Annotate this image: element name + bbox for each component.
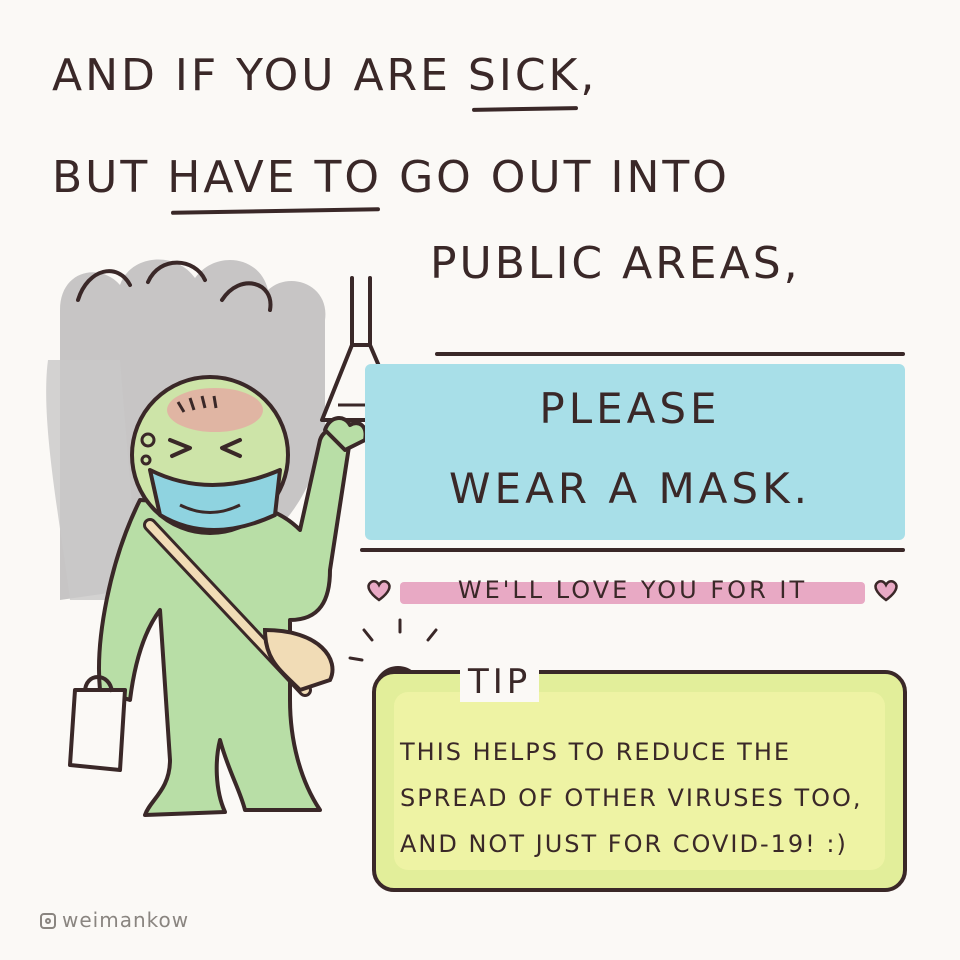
tip-box bbox=[372, 670, 907, 892]
headline-go-out: GO OUT INTO bbox=[399, 152, 730, 203]
mask-callout-line-1: PLEASE bbox=[539, 384, 721, 433]
mask-callout-line-2: WEAR A MASK. bbox=[449, 464, 811, 513]
headline-sick: SICK bbox=[467, 50, 581, 101]
tip-line-3: AND NOT JUST FOR COVID-19! :) bbox=[400, 830, 848, 858]
love-banner bbox=[360, 570, 905, 610]
headline-but: BUT bbox=[52, 152, 151, 203]
headline-text: AND IF YOU ARE bbox=[52, 50, 451, 101]
headline-have-to: HAVE TO bbox=[167, 152, 383, 203]
headline-public-areas: PUBLIC AREAS, bbox=[430, 238, 801, 289]
instagram-icon bbox=[40, 913, 56, 929]
headline-comma: , bbox=[580, 50, 598, 101]
love-banner-text: WE'LL LOVE YOU FOR IT bbox=[457, 576, 808, 604]
watermark bbox=[40, 908, 189, 932]
tip-title: TIP bbox=[460, 662, 539, 702]
heart-icon bbox=[873, 578, 899, 602]
tip-line-1: THIS HELPS TO REDUCE THE bbox=[400, 738, 792, 766]
tip-line-2: SPREAD OF OTHER VIRUSES TOO, bbox=[400, 784, 863, 812]
mask-callout bbox=[355, 352, 905, 552]
watermark-handle: weimankow bbox=[62, 908, 190, 932]
